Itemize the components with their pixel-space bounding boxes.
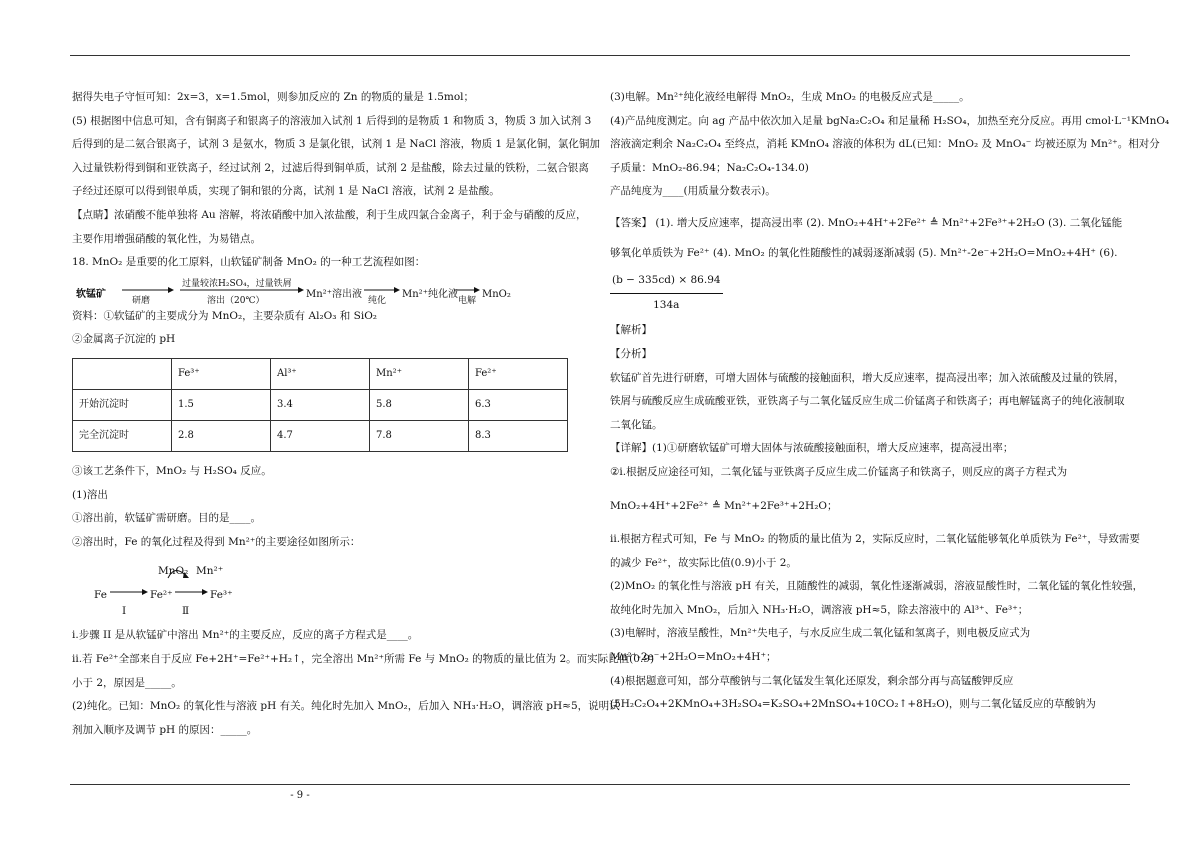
text-line: (1)溶出 bbox=[72, 488, 108, 501]
text-line: 后得到的是二氨合银离子，试剂 3 是氨水，物质 3 是氯化银，试剂 1 是 NaCl 溶液，物质 1 是氯化铜，氯化铜加 bbox=[72, 138, 600, 151]
text-line: 【分析】 bbox=[610, 347, 652, 360]
scheme-fe: Fe bbox=[94, 589, 107, 602]
text-line: (2)纯化。已知：MnO₂ 的氧化性与溶液 pH 有关。纯化时先加入 MnO₂，后加入 NH₃·H₂O，调溶液 pH≈5，说明试 bbox=[72, 700, 620, 713]
table-cell: 2.8 bbox=[172, 420, 271, 451]
table-cell: 开始沉淀时 bbox=[73, 389, 172, 420]
text-line: 二氧化锰。 bbox=[610, 418, 663, 431]
table-cell: 8.3 bbox=[469, 420, 568, 451]
text-line: 资料：①软锰矿的主要成分为 MnO₂，主要杂质有 Al₂O₃ 和 SiO₂ bbox=[72, 309, 378, 322]
text-line: 【详解】(1)①研磨软锰矿可增大固体与浓硫酸接触面积，增大反应速率，提高浸出率； bbox=[610, 442, 1014, 455]
flow-raw-ore: 软锰矿 bbox=[76, 288, 106, 300]
text-line: (4)根据题意可知，部分草酸钠与二氧化锰发生氧化还原发，剩余部分再与高锰酸钾反应 bbox=[610, 674, 1014, 687]
table-cell: 1.5 bbox=[172, 389, 271, 420]
scheme-step-1: Ⅰ bbox=[122, 605, 127, 618]
text-line: 据得失电子守恒可知：2x=3，x=1.5mol，则参加反应的 Zn 的物质的量是 1.5mol； bbox=[72, 91, 475, 103]
text-line: (3)电解。Mn²⁺纯化液经电解得 MnO₂，生成 MnO₂ 的电极反应式是_____。 bbox=[610, 91, 970, 103]
spacer bbox=[610, 485, 1115, 495]
text-line: (3)电解时，溶液呈酸性，Mn²⁺失电子，与水反应生成二氧化锰和氢离子，则电极反应式为 bbox=[610, 627, 1031, 640]
flow-reagent-label: 过量较浓H₂SO₄，过量铁屑 bbox=[182, 278, 292, 289]
text-line: 小于 2，原因是_____。 bbox=[72, 676, 182, 689]
text-line: 入过量铁粉得到铜和亚铁离子，经过试剂 2，过滤后得到铜单质，试剂 2 是盐酸，除去过量的铁粉，二氨合银离 bbox=[72, 161, 589, 174]
text-line: ii.若 Fe²⁺全部来自于反应 Fe+2H⁺=Fe²⁺+H₂↑，完全溶出 Mn²⁺所需 Fe 与 MnO₂ 的物质的量比值为 2。而实际比值(0.9) bbox=[72, 652, 655, 665]
text-line: 软锰矿首先进行研磨，可增大固体与硫酸的接触面积，增大反应速率，提高浸出率；加入浓硫酸及过量的铁屑， bbox=[610, 371, 1125, 384]
scheme-step-2: Ⅱ bbox=[182, 605, 190, 618]
text-line: 【解析】 bbox=[610, 324, 652, 337]
text-line: 铁屑与硫酸反应生成硫酸亚铁，亚铁离子与二氧化锰反应生成二价锰离子和铁离子；再电解锰离子的纯化液制取 bbox=[610, 395, 1125, 408]
equation-line: MnO₂+4H⁺+2Fe²⁺ ≜ Mn²⁺+2Fe³⁺+2H₂O； bbox=[610, 499, 838, 512]
flow-product: MnO₂ bbox=[482, 288, 511, 300]
table-cell: 4.7 bbox=[271, 420, 370, 451]
flow-purified-solution: Mn²⁺纯化液 bbox=[402, 288, 458, 300]
flow-purify-label: 纯化 bbox=[368, 295, 387, 306]
table-cell: Al³⁺ bbox=[271, 358, 370, 389]
table-cell: Fe³⁺ bbox=[172, 358, 271, 389]
top-rule bbox=[70, 55, 1130, 56]
answer-line: 【答案】 (1). 增大反应速率，提高浸出率 (2). MnO₂+4H⁺+2Fe²⁺ ≜ Mn²⁺+2Fe³⁺+2H₂O (3). 二氧化锰能 bbox=[610, 216, 1123, 229]
fraction-denominator: 134a bbox=[653, 298, 680, 311]
scheme-fe3: Fe³⁺ bbox=[210, 589, 233, 602]
table-cell: 5.8 bbox=[370, 389, 469, 420]
text-line: (5) 根据图中信息可知，含有铜离子和银离子的溶液加入试剂 1 后得到的是物质 1 和物质 3，物质 3 加入试剂 3 bbox=[72, 114, 592, 127]
flow-grind-label: 研磨 bbox=[132, 295, 151, 306]
table-cell: 完全沉淀时 bbox=[73, 420, 172, 451]
text-line: ②溶出时，Fe 的氧化过程及得到 Mn²⁺的主要途径如图所示： bbox=[72, 535, 361, 548]
process-flow-diagram bbox=[72, 275, 577, 305]
table-cell: 7.8 bbox=[370, 420, 469, 451]
flow-electrolysis-label: 电解 bbox=[458, 295, 477, 306]
iron-oxidation-scheme bbox=[72, 554, 577, 624]
table-cell: 6.3 bbox=[469, 389, 568, 420]
table-row bbox=[73, 420, 568, 451]
text-line: (4)产品纯度测定。向 ag 产品中依次加入足量 bgNa₂C₂O₄ 和足量稀 H₂SO₄，加热至充分反应。再用 cmol·L⁻¹KMnO₄ bbox=[610, 114, 1170, 127]
text-line: 子经过还原可以得到银单质，实现了铜和银的分离，试剂 1 是 NaCl 溶液，试剂 2 是盐酸。 bbox=[72, 185, 500, 198]
text-line: (2)MnO₂ 的氧化性与溶液 pH 有关，且随酸性的减弱，氧化性逐渐减弱，溶液显酸性时，二氧化锰的氧化性较强， bbox=[610, 580, 1144, 593]
text-line: (5H₂C₂O₄+2KMnO₄+3H₂SO₄=K₂SO₄+2MnSO₄+10CO₂↑+8H₂O)，则与二氧化锰反应的草酸钠为 bbox=[610, 698, 1096, 711]
question-18-title: 18. MnO₂ 是重要的化工原料，山软锰矿制备 MnO₂ 的一种工艺流程如图： bbox=[72, 256, 426, 269]
text-line: 溶液滴定剩余 Na₂C₂O₄ 至终点，消耗 KMnO₄ 溶液的体积为 dL(已知：MnO₂ 及 MnO₄⁻ 均被还原为 Mn²⁺。相对分 bbox=[610, 138, 1160, 151]
text-line: ii.根据方程式可知，Fe 与 MnO₂ 的物质的量比值为 2，实际反应时，二氧化锰能够氧化单质铁为 Fe²⁺，导致需要 bbox=[610, 533, 1140, 546]
answer-line: 够氧化单质铁为 Fe²⁺ (4). MnO₂ 的氧化性随酸性的减弱逐渐减弱 (5). Mn²⁺-2e⁻+2H₂O=MnO₂+4H⁺ (6). bbox=[610, 246, 1118, 259]
text-line: ③该工艺条件下，MnO₂ 与 H₂SO₄ 反应。 bbox=[72, 464, 272, 477]
fraction-numerator: (b − 335cd) × 86.94 bbox=[610, 269, 723, 294]
purity-fraction bbox=[610, 269, 723, 317]
flow-leach-solution: Mn²⁺溶出液 bbox=[306, 288, 362, 300]
scheme-mn2: Mn²⁺ bbox=[196, 565, 224, 578]
bottom-rule bbox=[70, 784, 1130, 785]
ph-table bbox=[72, 358, 568, 452]
table-cell: Mn²⁺ bbox=[370, 358, 469, 389]
scheme-fe2: Fe²⁺ bbox=[150, 589, 173, 602]
text-line: ①溶出前，软锰矿需研磨。目的是____。 bbox=[72, 512, 261, 525]
text-line: 【点睛】浓硝酸不能单独将 Au 溶解，将浓硝酸中加入浓盐酸，利于生成四氯合金离子，利于金与硝酸的反应， bbox=[72, 208, 587, 221]
text-line: 子质量：MnO₂-86.94；Na₂C₂O₄-134.0) bbox=[610, 161, 809, 174]
text-line: i.步骤 II 是从软锰矿中溶出 Mn²⁺的主要反应，反应的离子方程式是____。 bbox=[72, 629, 419, 642]
flow-leach-label: 溶出（20℃） bbox=[207, 295, 265, 306]
text-line: 的减少 Fe²⁺，故实际比值(0.9)小于 2。 bbox=[610, 556, 797, 569]
text-line: 主要作用增强硝酸的氧化性，为易错点。 bbox=[72, 232, 261, 245]
spacer bbox=[610, 518, 1115, 528]
table-header-row bbox=[73, 358, 568, 389]
table-cell: Fe²⁺ bbox=[469, 358, 568, 389]
text-line: 产品纯度为____(用质量分数表示)。 bbox=[610, 185, 776, 198]
page-number: - 9 - bbox=[290, 790, 310, 801]
text-line: 剂加入顺序及调节 pH 的原因：_____。 bbox=[72, 723, 258, 736]
text-line: Mn²⁺-2e⁻+2H₂O=MnO₂+4H⁺； bbox=[610, 651, 777, 664]
table-cell bbox=[73, 358, 172, 389]
scheme-mno2: MnO₂ bbox=[158, 565, 189, 578]
text-line: ②i.根据反应途径可知，二氧化锰与亚铁离子反应生成二价锰离子和铁离子，则反应的离子方程式为 bbox=[610, 465, 1068, 478]
text-line: 故纯化时先加入 MnO₂，后加入 NH₃·H₂O，调溶液 pH≈5，除去溶液中的 Al³⁺、Fe³⁺； bbox=[610, 603, 1029, 616]
table-cell: 3.4 bbox=[271, 389, 370, 420]
text-line: ②金属离子沉淀的 pH bbox=[72, 333, 176, 346]
table-row bbox=[73, 389, 568, 420]
right-column bbox=[610, 86, 1170, 717]
